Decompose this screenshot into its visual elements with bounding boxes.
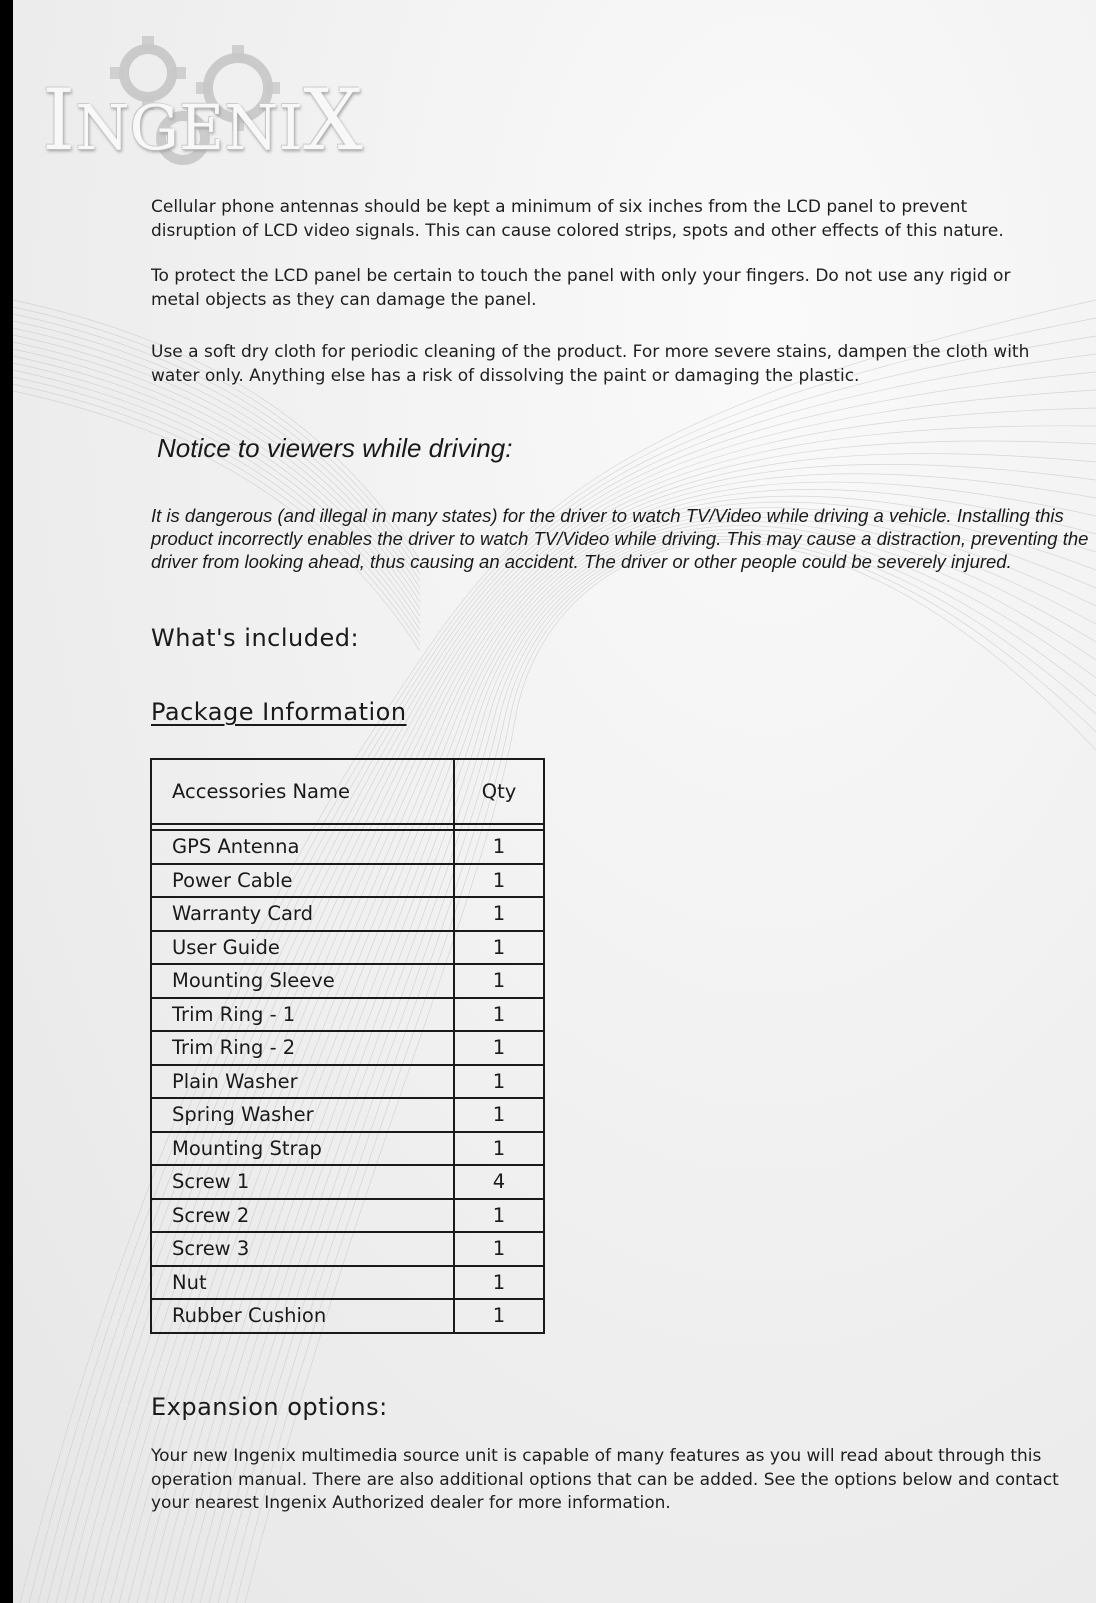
accessory-qty-cell: 1 <box>454 1098 544 1132</box>
accessory-name-cell: Nut <box>151 1266 454 1300</box>
accessory-name-cell: Screw 3 <box>151 1232 454 1266</box>
table-row <box>151 1165 544 1199</box>
accessory-name-cell: Screw 2 <box>151 1199 454 1233</box>
column-header-name: Accessories Name <box>151 759 454 824</box>
accessory-name-cell: Trim Ring - 1 <box>151 998 454 1032</box>
table-row <box>151 998 544 1032</box>
table-row <box>151 1031 544 1065</box>
paragraph-cleaning: Use a soft dry cloth for periodic cleaning of the product. For more severe stains, dampen the cloth with water only. Anything else has a risk of dissolving the paint or damaging the plastic. <box>151 342 1030 386</box>
table-row <box>151 964 544 998</box>
accessory-name-cell: Power Cable <box>151 864 454 898</box>
accessory-qty-cell: 1 <box>454 964 544 998</box>
paragraph-expansion: Your new Ingenix multimedia source unit is capable of many features as you will read about through this operation manual. There are also additional options that can be added. See the options below and contact your nearest Ingenix Authorized dealer for more information. <box>151 1446 1059 1513</box>
accessory-name-cell: Mounting Strap <box>151 1132 454 1166</box>
notice-heading: Notice to viewers while driving: <box>157 433 513 463</box>
whats-included-heading: What's included: <box>151 624 360 652</box>
column-header-qty: Qty <box>454 759 544 824</box>
accessory-qty-cell: 1 <box>454 1299 544 1333</box>
accessory-name-cell: Rubber Cushion <box>151 1299 454 1333</box>
package-table-body <box>151 824 544 1333</box>
table-header-row <box>151 759 544 824</box>
table-row <box>151 1098 544 1132</box>
accessory-qty-cell: 1 <box>454 1199 544 1233</box>
paragraph-protect-panel: To protect the LCD panel be certain to touch the panel with only your fingers. Do not use any rigid or metal objects as they can damage the panel. <box>151 266 1011 310</box>
accessory-name-cell: Warranty Card <box>151 897 454 931</box>
accessory-qty-cell: 1 <box>454 830 544 864</box>
table-row <box>151 830 544 864</box>
accessory-name-cell: Mounting Sleeve <box>151 964 454 998</box>
ingenix-logo <box>28 28 363 178</box>
table-row <box>151 931 544 965</box>
wave-line <box>13 356 420 616</box>
table-row <box>151 897 544 931</box>
package-information-heading: Package Information <box>151 698 407 726</box>
accessory-qty-cell: 1 <box>454 864 544 898</box>
accessory-name-cell: Spring Washer <box>151 1098 454 1132</box>
accessory-name-cell: Plain Washer <box>151 1065 454 1099</box>
paragraph-antenna: Cellular phone antennas should be kept a minimum of six inches from the LCD panel to prevent disruption of LCD video signals. This can cause colored strips, spots and other effects of this nature. <box>151 197 1004 241</box>
table-row <box>151 1299 544 1333</box>
accessory-qty-cell: 1 <box>454 1132 544 1166</box>
table-row <box>151 1232 544 1266</box>
accessory-name-cell: User Guide <box>151 931 454 965</box>
accessory-qty-cell: 1 <box>454 897 544 931</box>
table-row <box>151 864 544 898</box>
wave-line <box>13 363 420 623</box>
table-row <box>151 1266 544 1300</box>
accessory-qty-cell: 1 <box>454 931 544 965</box>
table-row <box>151 1065 544 1099</box>
notice-warning-text: It is dangerous (and illegal in many states) for the driver to watch TV/Video while driving a vehicle. Installing this product incorrectly enables the driver to watch TV/Video while driving. This may cause a distraction, preventing the driver from looking ahead, thus causing an accident. The driver or other people could be severely injured. <box>151 505 1089 572</box>
accessory-name-cell: Screw 1 <box>151 1165 454 1199</box>
table-row <box>151 1132 544 1166</box>
accessory-qty-cell: 1 <box>454 1031 544 1065</box>
accessory-qty-cell: 1 <box>454 998 544 1032</box>
accessory-qty-cell: 1 <box>454 1065 544 1099</box>
wave-line <box>13 370 420 630</box>
logo-wordmark: INGENIX <box>42 71 363 169</box>
accessory-qty-cell: 1 <box>454 1266 544 1300</box>
accessory-qty-cell: 4 <box>454 1165 544 1199</box>
accessory-name-cell: GPS Antenna <box>151 830 454 864</box>
package-table <box>150 758 545 1334</box>
accessory-qty-cell: 1 <box>454 1232 544 1266</box>
expansion-options-heading: Expansion options: <box>151 1393 388 1421</box>
accessory-name-cell: Trim Ring - 2 <box>151 1031 454 1065</box>
table-row <box>151 1199 544 1233</box>
